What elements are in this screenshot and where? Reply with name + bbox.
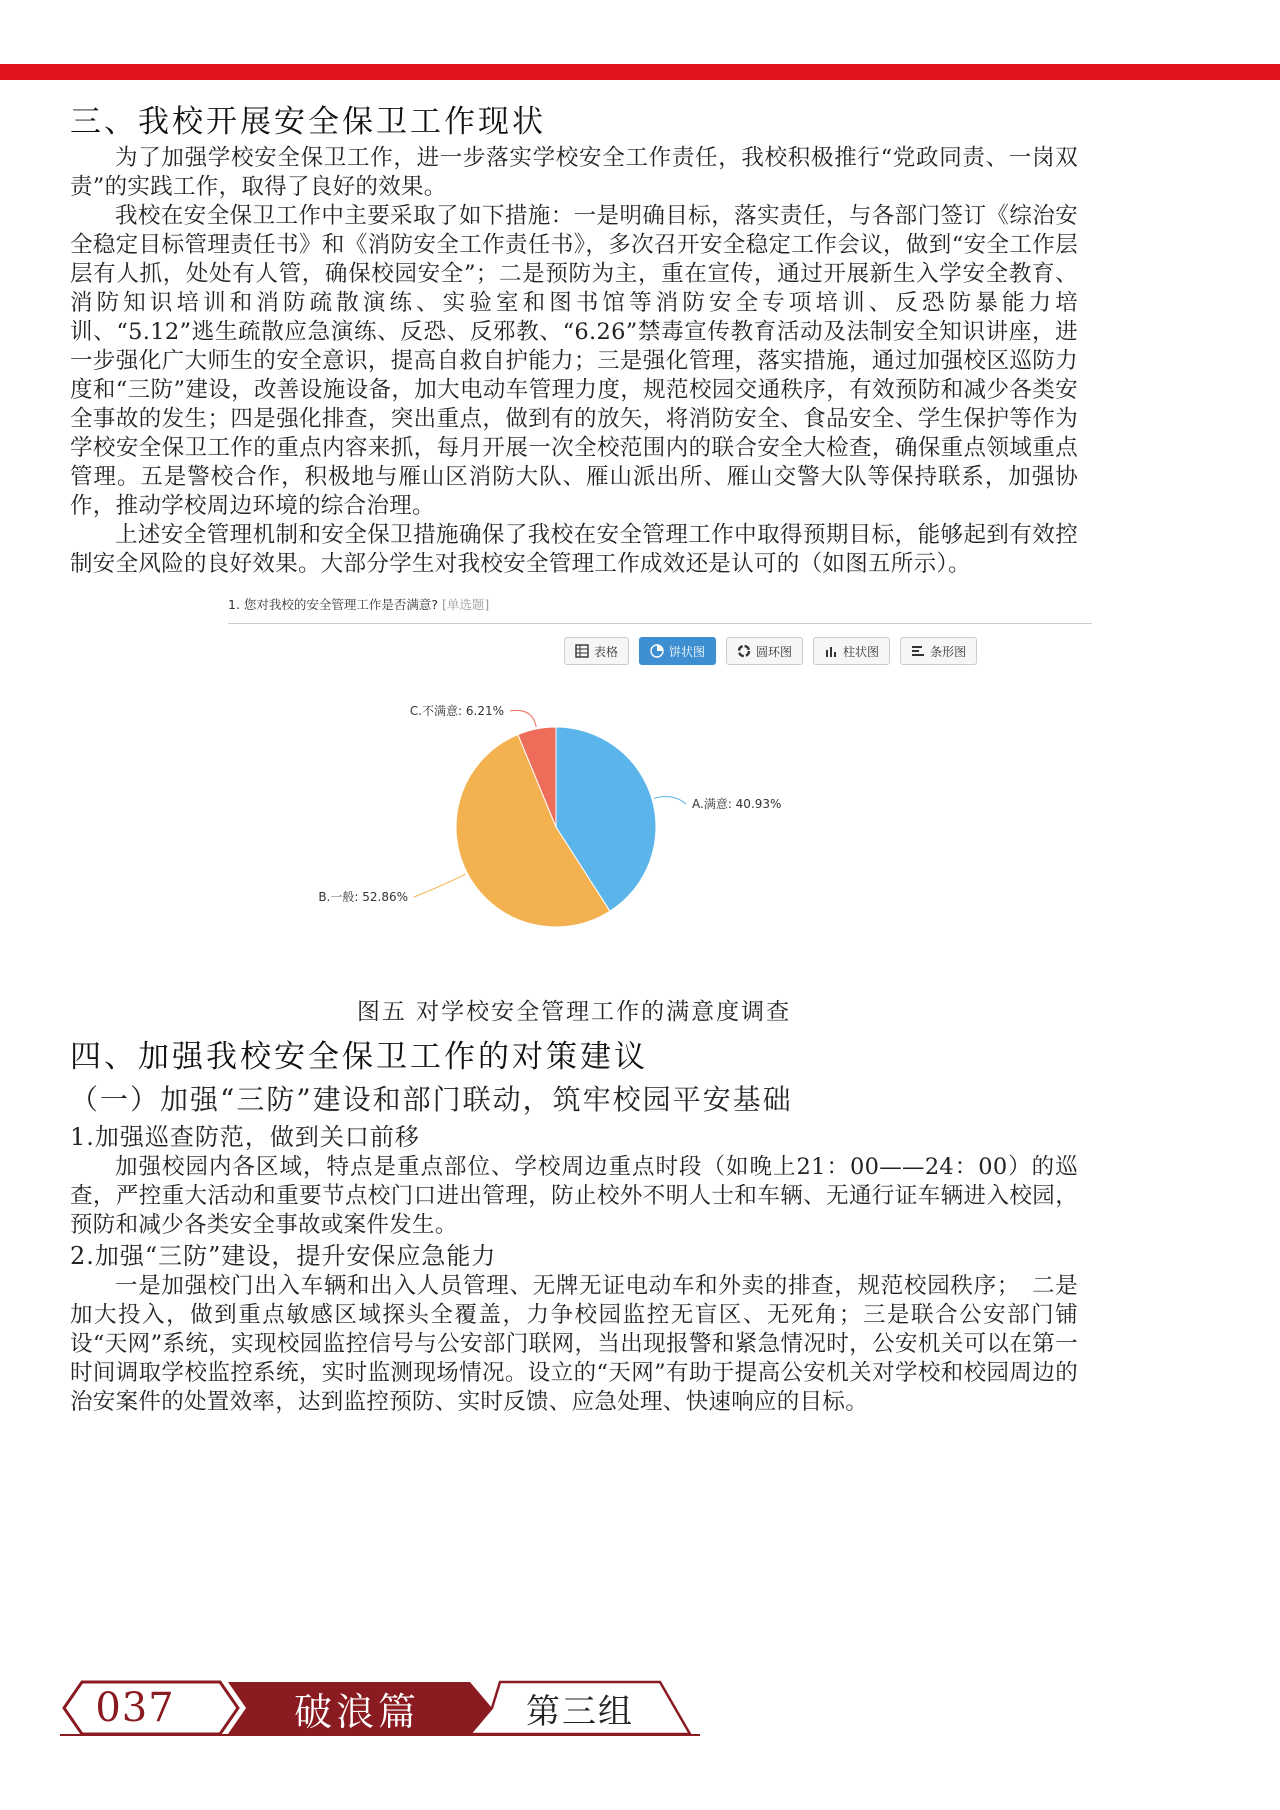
pie-label-2: B.一般: 52.86% xyxy=(318,890,408,904)
page-content xyxy=(70,100,1078,1417)
item1-title: 1.加强巡查防范，做到关口前移 xyxy=(70,1123,420,1151)
item2-text: 一是加强校门出入车辆和出入人员管理、无牌无证电动车和外卖的排查，规范校园秩序； 二是加大投入，做到重点敏感区域探头全覆盖，力争校园监控无盲区、无死角；三是联合公安部门铺设“天网”系统，实现校园监控信号与公安部门联网，当出现报警和紧急情况时，公安机关可以在第一时间调取学校监控系统，实时监测现场情况。设立的“天网”有助于提高公安机关对学校和校园周边的治安案件的处置效率，达到监控预防、实时反馈、应急处理、快速响应的目标。 xyxy=(70,1273,1078,1415)
section4-title: 四、加强我校安全保卫工作的对策建议 xyxy=(70,1039,648,1075)
item1-text: 加强校园内各区域，特点是重点部位、学校周边重点时段（如晚上21：00——24：00）的巡查，严控重大活动和重要节点校门口进出管理，防止校外不明人士和车辆、无通行证车辆进入校园，预防和减少各类安全事故或案件发生。 xyxy=(70,1154,1078,1238)
book-section-name: 破浪篇 xyxy=(293,1689,420,1734)
pie-leader-line-1 xyxy=(654,796,686,804)
section3-paragraph-3: 上述安全管理机制和安全保卫措施确保了我校在安全管理工作中取得预期目标，能够起到有效控制安全风险的良好效果。大部分学生对我校安全管理工作成效还是认可的（如图五所示）。 xyxy=(70,522,1078,577)
item2-title: 2.加强“三防”建设，提升安保应急能力 xyxy=(70,1242,497,1270)
bar-view-label: 条形图 xyxy=(930,644,967,659)
column-view-label: 柱状图 xyxy=(843,644,880,659)
survey-question-tag: [单选题] xyxy=(442,597,490,612)
section3-title: 三、我校开展安全保卫工作现状 xyxy=(70,104,546,140)
donut-view-label: 圆环图 xyxy=(756,644,793,659)
top-red-bar xyxy=(0,64,1280,80)
group-name: 第三组 xyxy=(526,1691,634,1732)
pie-leader-line-3 xyxy=(510,710,536,727)
satisfaction-pie-chart xyxy=(70,589,1078,989)
pie-label-3: C.不满意: 6.21% xyxy=(409,704,504,718)
pie-view-label: 饼状图 xyxy=(669,644,706,659)
section3-paragraph-1: 为了加强学校安全保卫工作，进一步落实学校安全工作责任，我校积极推行“党政同责、一岗双责”的实践工作，取得了良好的效果。 xyxy=(70,145,1078,200)
pie-label-1: A.满意: 40.93% xyxy=(692,797,782,811)
survey-question-text: 1. 您对我校的安全管理工作是否满意? xyxy=(228,597,439,612)
table-view-label: 表格 xyxy=(594,644,619,659)
survey-chart-panel xyxy=(70,589,1078,989)
page-footer xyxy=(60,1680,700,1736)
pie-leader-line-2 xyxy=(414,874,466,897)
section3-paragraph-2: 我校在安全保卫工作中主要采取了如下措施：一是明确目标，落实责任，与各部门签订《综治安全稳定目标管理责任书》和《消防安全工作责任书》，多次召开安全稳定工作会议，做到“安全工作层层有人抓，处处有人管，确保校园安全”；二是预防为主，重在宣传，通过开展新生入学安全教育、消防知识培训和消防疏散演练、实验室和图书馆等消防安全专项培训、反恐防暴能力培训、“5.12”逃生疏散应急演练、反恐、反邪教、“6.26”禁毒宣传教育活动及法制安全知识讲座，进一步强化广大师生的安全意识，提高自救自护能力；三是强化管理，落实措施，通过加强校区巡防力度和“三防”建设，改善设施设备，加大电动车管理力度，规范校园交通秩序，有效预防和减少各类安全事故的发生；四是强化排查，突出重点，做到有的放矢，将消防安全、食品安全、学生保护等作为学校安全保卫工作的重点内容来抓，每月开展一次全校范围内的联合安全大检查，确保重点领域重点管理。五是警校合作，积极地与雁山区消防大队、雁山派出所、雁山交警大队等保持联系，加强协作，推动学校周边环境的综合治理。 xyxy=(70,203,1078,519)
figure-caption: 图五 对学校安全管理工作的满意度调查 xyxy=(356,999,792,1025)
section4-subtitle: （一）加强“三防”建设和部门联动，筑牢校园平安基础 xyxy=(70,1083,793,1116)
page-number: 037 xyxy=(95,1685,175,1731)
